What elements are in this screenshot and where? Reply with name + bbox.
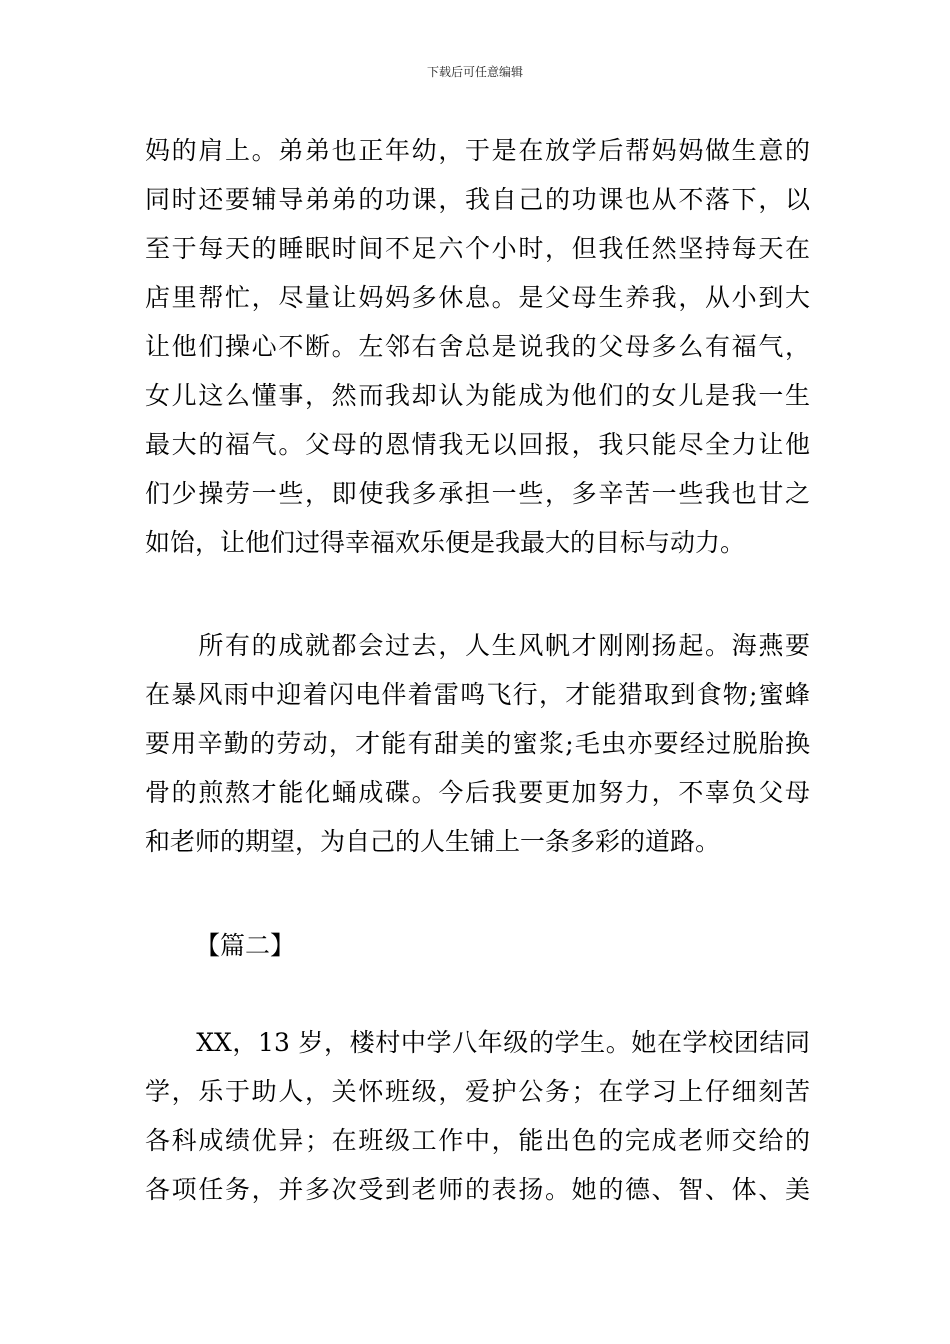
page-header-note: 下载后可任意编辑 [426, 65, 523, 79]
paragraph-line: 最大的福气。父母的恩情我无以回报，我只能尽全力让他 [145, 430, 810, 459]
paragraph-line: 至于每天的睡眠时间不足六个小时，但我任然坚持每天在 [145, 234, 810, 263]
paragraph-line: XX，13 岁，楼村中学八年级的学生。她在学校团结同 [145, 1028, 810, 1057]
paragraph-line: 骨的煎熬才能化蛹成碟。今后我要更加努力，不辜负父母 [145, 778, 810, 807]
paragraph-line: 同时还要辅导弟弟的功课，我自己的功课也从不落下，以 [145, 185, 810, 214]
paragraph-line: 让他们操心不断。左邻右舍总是说我的父母多么有福气， [145, 332, 810, 361]
paragraph-line: 和老师的期望，为自己的人生铺上一条多彩的道路。 [145, 827, 721, 856]
section-heading: 【篇二】 [195, 931, 296, 960]
paragraph-line: 如饴，让他们过得幸福欢乐便是我最大的目标与动力。 [145, 528, 746, 557]
paragraph-line: 学，乐于助人，关怀班级，爱护公务；在学习上仔细刻苦 [145, 1077, 810, 1106]
paragraph-line: 女儿这么懂事，然而我却认为能成为他们的女儿是我一生 [145, 381, 810, 410]
paragraph-line: 店里帮忙，尽量让妈妈多休息。是父母生养我，从小到大 [145, 283, 810, 312]
paragraph-3 [145, 1018, 810, 1214]
paragraph-line: 妈的肩上。弟弟也正年幼，于是在放学后帮妈妈做生意的 [145, 136, 810, 165]
paragraph-1 [145, 126, 810, 567]
paragraph-2 [145, 621, 810, 866]
paragraph-line: 们少操劳一些，即使我多承担一些，多辛苦一些我也甘之 [145, 479, 810, 508]
paragraph-line: 各科成绩优异；在班级工作中，能出色的完成老师交给的 [145, 1126, 810, 1155]
paragraph-line: 所有的成就都会过去，人生风帆才刚刚扬起。海燕要 [145, 631, 810, 660]
paragraph-line: 要用辛勤的劳动，才能有甜美的蜜浆;毛虫亦要经过脱胎换 [145, 729, 810, 758]
paragraph-line: 在暴风雨中迎着闪电伴着雷鸣飞行，才能猎取到食物;蜜蜂 [145, 680, 810, 709]
paragraph-line: 各项任务，并多次受到老师的表扬。她的德、智、体、美 [145, 1175, 810, 1204]
